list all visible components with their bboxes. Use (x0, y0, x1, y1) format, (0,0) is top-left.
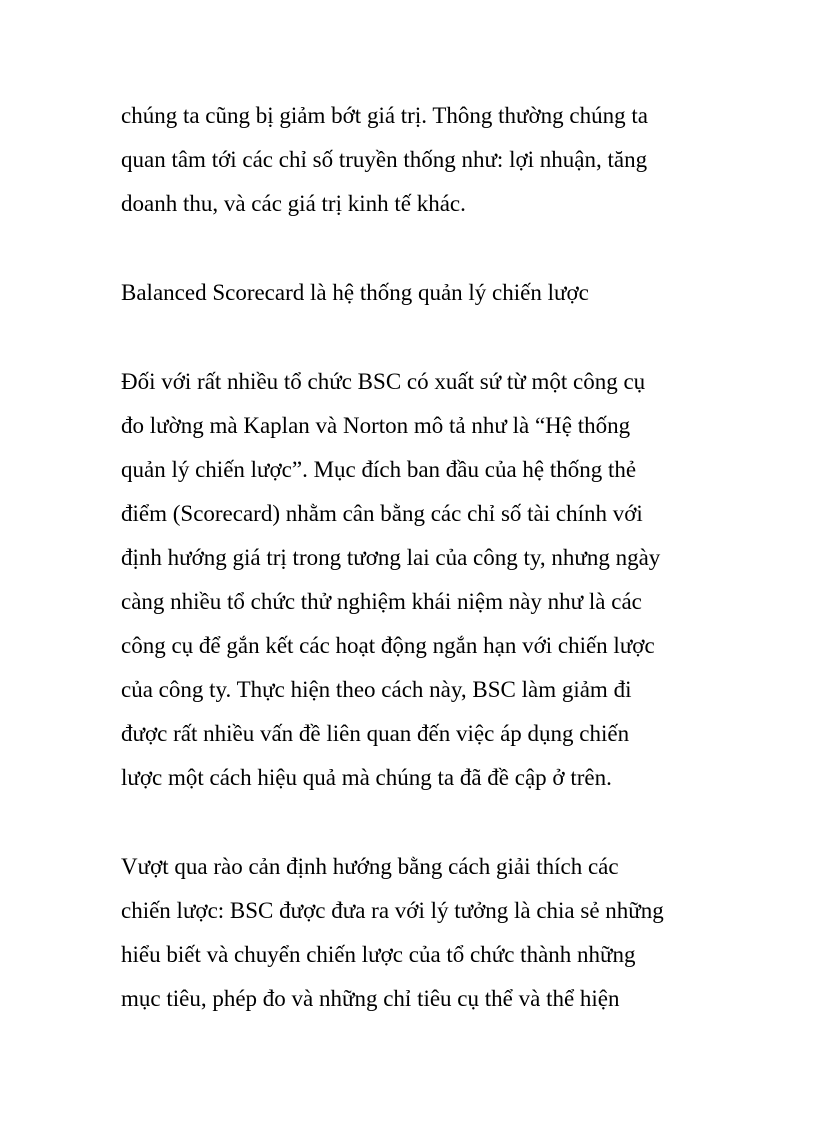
section-heading: Balanced Scorecard là hệ thống quản lý chiến lược (121, 280, 589, 305)
paragraph-4-line-3: hiểu biết và chuyển chiến lược của tổ chức thành những (121, 942, 636, 967)
paragraph-4-line-2: chiến lược: BSC được đưa ra với lý tưởng là chia sẻ những (121, 898, 664, 923)
paragraph-4-line-4: mục tiêu, phép đo và những chỉ tiêu cụ thể và thể hiện (121, 986, 620, 1011)
paragraph-1-line-3: doanh thu, và các giá trị kinh tế khác. (121, 191, 466, 216)
paragraph-3-line-1: Đối với rất nhiều tổ chức BSC có xuất sứ từ một công cụ (121, 369, 646, 394)
paragraph-3-line-5: định hướng giá trị trong tương lai của công ty, nhưng ngày (121, 545, 661, 570)
paragraph-3-line-9: được rất nhiều vấn đề liên quan đến việc áp dụng chiến (121, 721, 630, 746)
paragraph-1-line-1: chúng ta cũng bị giảm bớt giá trị. Thông thường chúng ta (121, 103, 648, 128)
paragraph-3-line-6: càng nhiều tổ chức thử nghiệm khái niệm này như là các (121, 589, 642, 614)
paragraph-3-line-3: quản lý chiến lược”. Mục đích ban đầu của hệ thống thẻ (121, 457, 637, 482)
paragraph-3-line-2: đo lường mà Kaplan và Norton mô tả như là “Hệ thống (121, 413, 631, 438)
paragraph-3-line-10: lược một cách hiệu quả mà chúng ta đã đề cập ở trên. (121, 765, 612, 790)
paragraph-3-line-4: điểm (Scorecard) nhằm cân bằng các chỉ số tài chính với (121, 501, 643, 526)
paragraph-4-line-1: Vượt qua rào cản định hướng bằng cách giải thích các (121, 854, 619, 879)
paragraph-1-line-2: quan tâm tới các chỉ số truyền thống như: lợi nhuận, tăng (121, 147, 648, 172)
paragraph-3-line-7: công cụ để gắn kết các hoạt động ngắn hạn với chiến lược (121, 633, 655, 658)
paragraph-3-line-8: của công ty. Thực hiện theo cách này, BSC làm giảm đi (121, 677, 632, 702)
